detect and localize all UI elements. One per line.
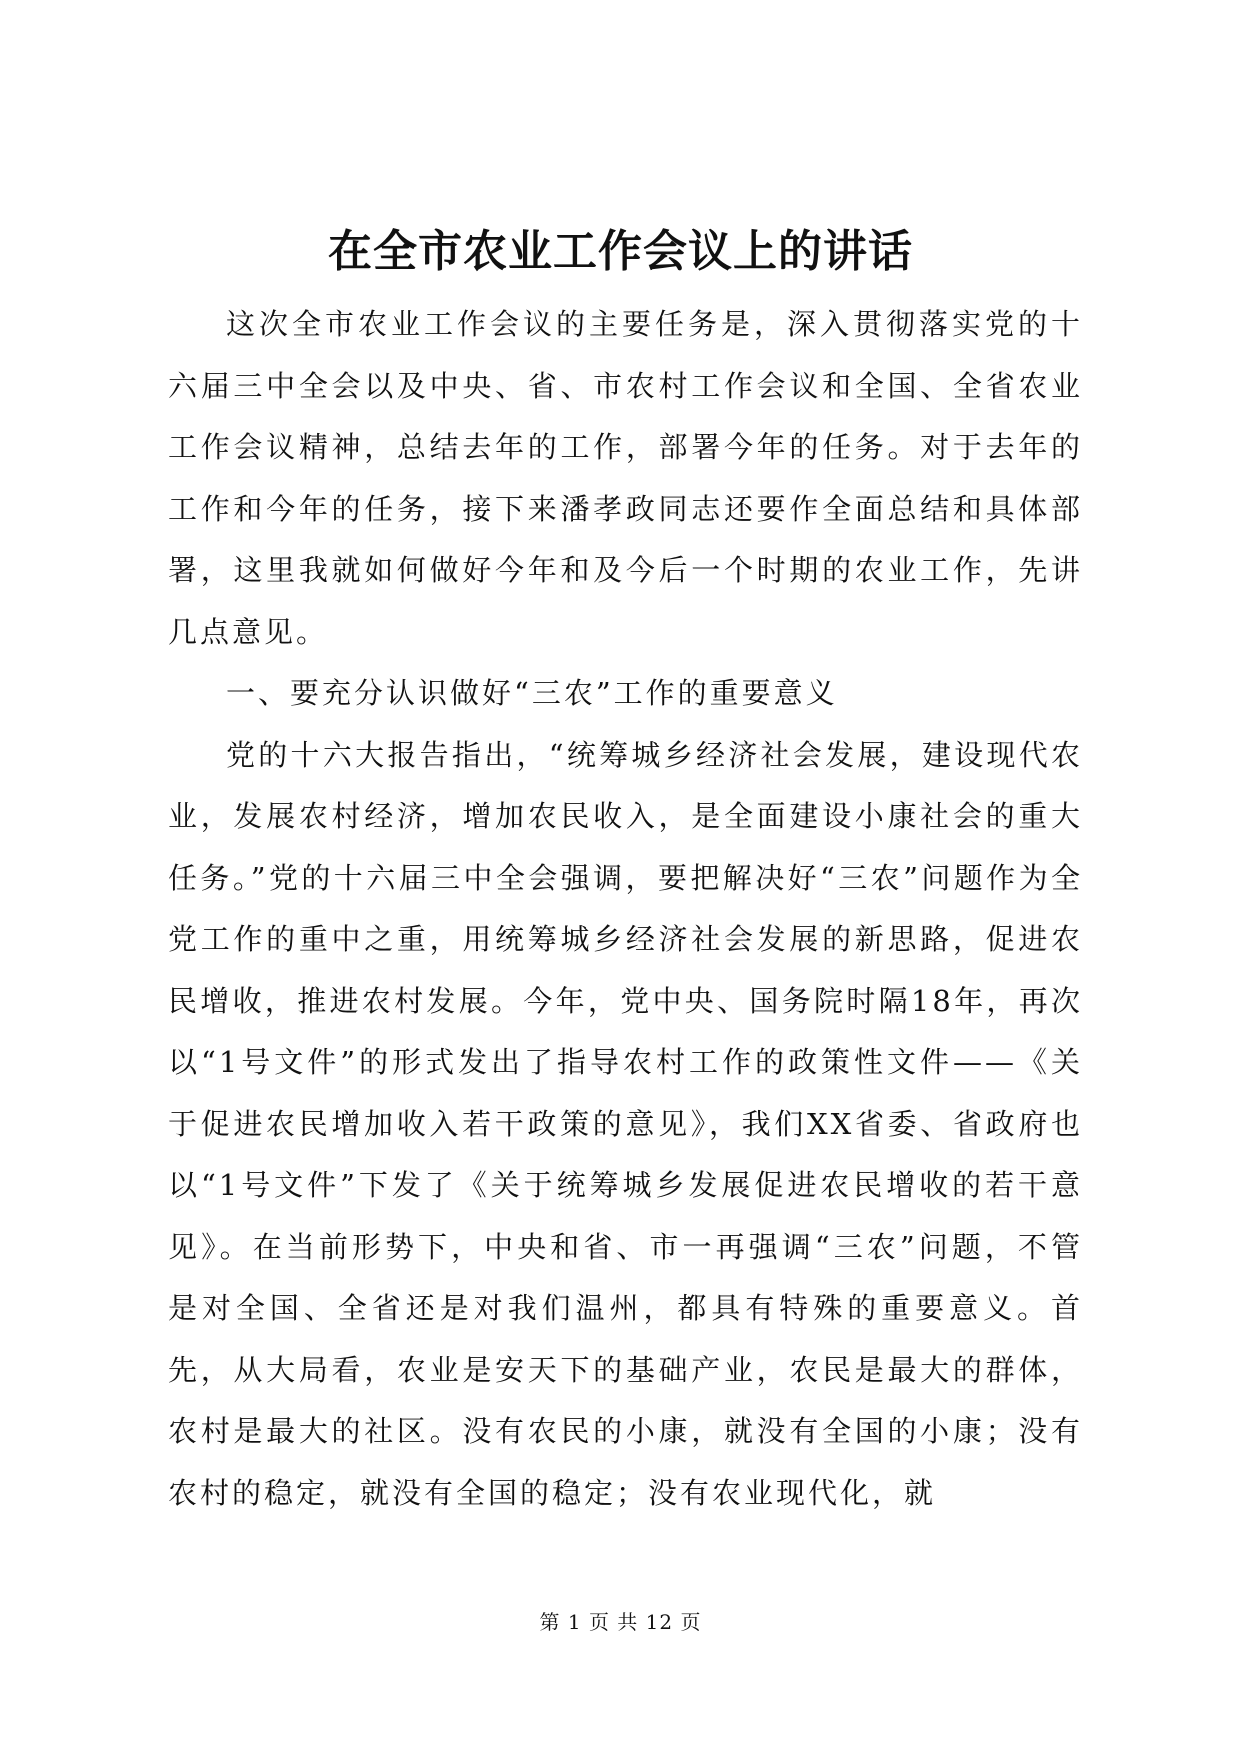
paragraph-section-1: 党的十六大报告指出，“统筹城乡经济社会发展，建设现代农业，发展农村经济，增加农民收入，是全面建设小康社会的重大任务。”党的十六届三中全会强调，要把解决好“三农”问题作为全党工作的重中之重，用统筹城乡经济社会发展的新思路，促进农民增收，推进农村发展。今年，党中央、国务院时隔18年，再次以“1号文件”的形式发出了指导农村工作的政策性文件——《关于促进农民增加收入若干政策的意见》，我们XX省委、省政府也以“1号文件”下发了《关于统筹城乡发展促进农民增收的若干意见》。在当前形势下，中央和省、市一再强调“三农”问题，不管是对全国、全省还是对我们温州，都具有特殊的重要意义。首先，从大局看，农业是安天下的基础产业，农民是最大的群体，农村是最大的社区。没有农民的小康，就没有全国的小康；没有农村的稳定，就没有全国的稳定；没有农业现代化，就 [168,737,1083,1510]
page-number-footer: 第 1 页 共 12 页 [539,1610,702,1634]
document-body [168,294,1083,1524]
section-heading-1: 一、要充分认识做好“三农”工作的重要意义 [226,676,838,710]
document-title: 在全市农业工作会议上的讲话 [328,226,913,277]
paragraph-intro: 这次全市农业工作会议的主要任务是，深入贯彻落实党的十六届三中全会以及中央、省、市农村工作会议和全国、全省农业工作会议精神，总结去年的工作，部署今年的任务。对于去年的工作和今年的任务，接下来潘孝政同志还要作全面总结和具体部署，这里我就如何做好今年和及今后一个时期的农业工作，先讲几点意见。 [168,307,1083,649]
